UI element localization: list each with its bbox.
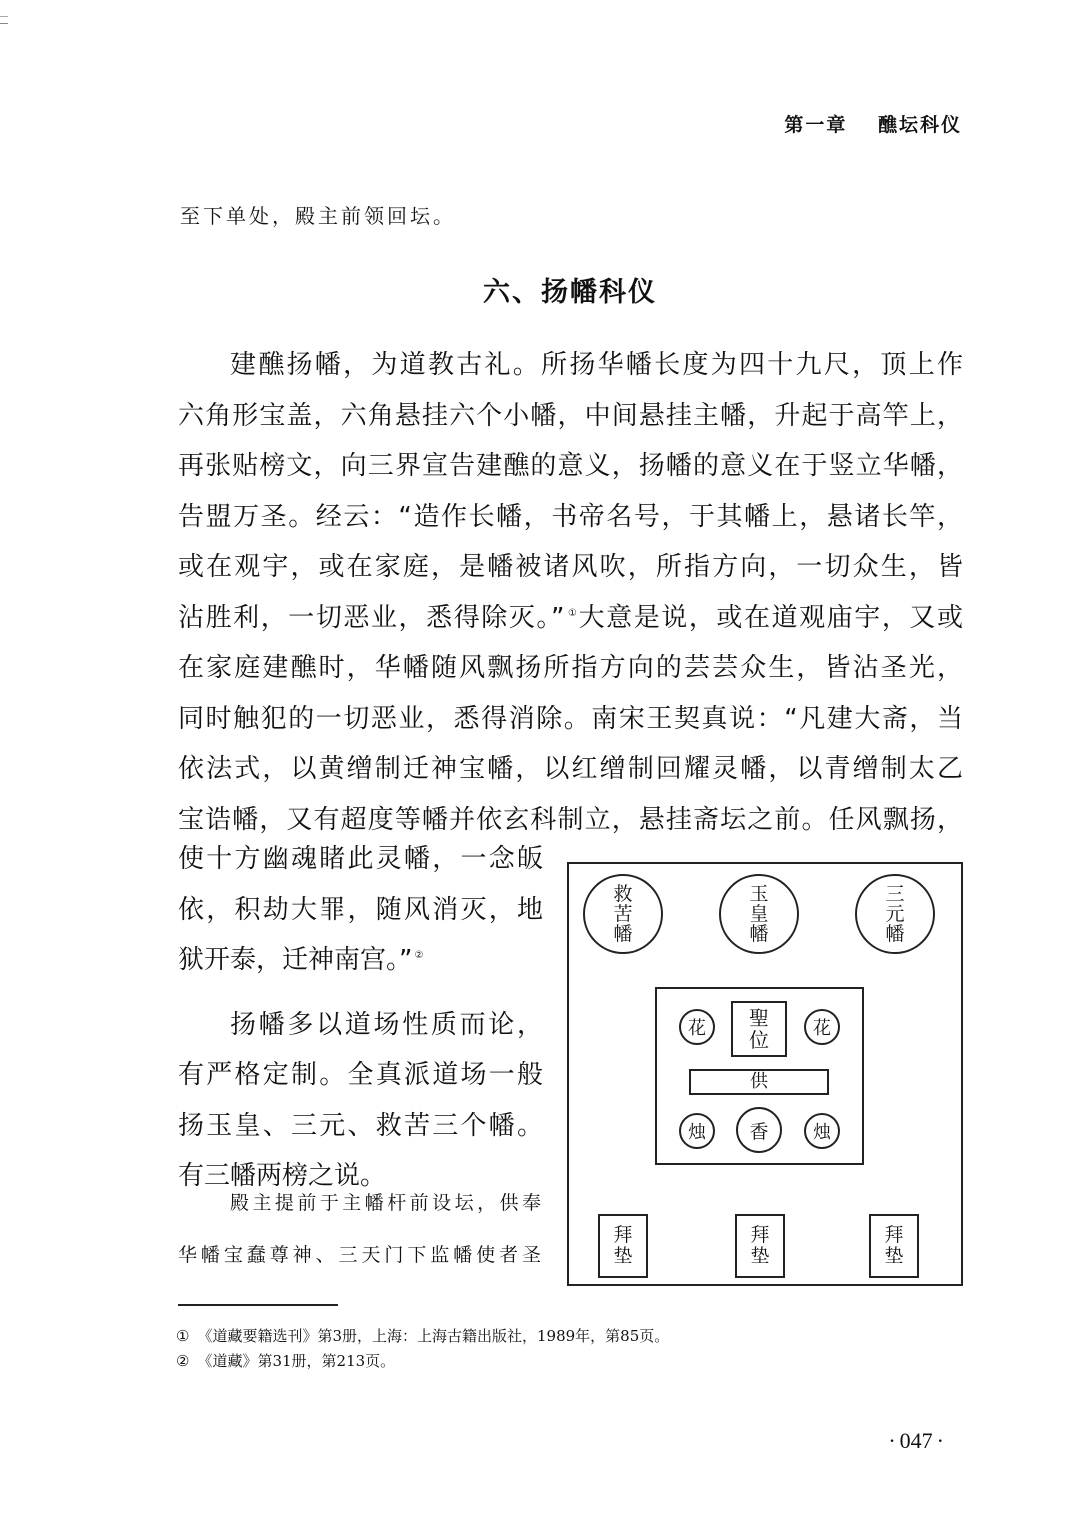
holy-seat-char: 聖 [749, 1006, 769, 1030]
section-title: 六、扬幡科仪 [483, 277, 657, 308]
body-line: 在家庭建醮时，华幡随风飘扬所指方向的芸芸众生，皆沾圣光， [178, 653, 963, 683]
altar-layout-diagram [567, 862, 963, 1286]
body-line: 再张贴榜文，向三界宣告建醮的意义，扬幡的意义在于竖立华幡， [178, 451, 963, 481]
footnote-ref: ① [566, 607, 579, 619]
footnote-ref: ② [414, 950, 424, 961]
footnote-mark: ① [176, 1327, 190, 1345]
body-line: 依，积劫大罪，随风消灭，地 [178, 894, 543, 925]
banner-char: 元 [885, 903, 905, 925]
body-line: 有严格定制。全真派道场一般 [178, 1060, 543, 1090]
small-line: 殿主提前于主幡杆前设坛，供奉 [230, 1192, 543, 1214]
footnote-1 [176, 1324, 669, 1349]
body-line-part: 沾胜利，一切恶业，悉得除灭。” [178, 602, 565, 633]
footnote-text: 《道藏》第31册，第213页。 [197, 1352, 396, 1370]
banner-char: 幡 [613, 923, 633, 945]
candle-left: 烛 [679, 1113, 715, 1149]
body-line: 同时触犯的一切恶业，悉得消除。南宋王契真说：“凡建大斋，当 [178, 703, 963, 734]
left-column-text [178, 834, 543, 1202]
banner-jiuku [583, 874, 663, 954]
body-line: 使十方幽魂睹此灵幡，一念皈 [178, 844, 543, 874]
banner-char: 皇 [749, 903, 769, 925]
banner-char: 幡 [749, 923, 769, 945]
chapter-label: 第一章 [784, 114, 848, 136]
flower-left: 花 [679, 1009, 715, 1045]
kneeling-cushion-left [598, 1214, 648, 1278]
banner-yuhuang [719, 874, 799, 954]
body-line: 告盟万圣。经云：“造作长幡，书帝名号，于其幡上，悬诸长竿， [178, 501, 963, 532]
chapter-title: 醮坛科仪 [877, 114, 962, 136]
body-line [178, 593, 963, 644]
cushion-char: 垫 [884, 1245, 904, 1267]
footnote-2 [176, 1349, 669, 1374]
flower-right: 花 [804, 1009, 840, 1045]
cushion-char: 拜 [884, 1224, 904, 1246]
banner-char: 幡 [885, 923, 905, 945]
footnotes [176, 1324, 669, 1374]
candle-right: 烛 [804, 1113, 840, 1149]
offering-table: 供 [689, 1069, 829, 1095]
scan-artifact [0, 16, 8, 24]
footnote-divider [178, 1304, 338, 1306]
banner-char: 三 [885, 883, 905, 905]
cushion-char: 垫 [613, 1245, 633, 1267]
banner-char: 玉 [749, 883, 769, 905]
body-line: 宝诰幡，又有超度等幡并依玄科制立，悬挂斋坛之前。任风飘扬， [178, 804, 963, 835]
kneeling-cushion-right [869, 1214, 919, 1278]
body-line: 扬幡多以道场性质而论， [230, 1009, 543, 1040]
body-line: 六角形宝盖，六角悬挂六个小幡，中间悬挂主幡，升起于高竿上， [178, 400, 963, 431]
cushion-char: 拜 [750, 1224, 770, 1246]
banner-char: 苦 [613, 903, 633, 925]
page-number-value: 047 [899, 1428, 933, 1453]
continuation-text: 至下单处，殿主前领回坛。 [180, 204, 456, 228]
body-line [178, 935, 543, 986]
incense-burner: 香 [736, 1107, 782, 1153]
small-print-text [178, 1188, 543, 1292]
holy-seat [731, 1001, 787, 1057]
body-line: 扬玉皇、三元、救苦三个幡。 [178, 1110, 543, 1141]
cushion-char: 垫 [750, 1245, 770, 1267]
body-line: 依法式，以黄缯制迁神宝幡，以红缯制回耀灵幡，以青缯制太乙 [178, 754, 963, 784]
body-line-part: 大意是说，或在道观庙宇，又或 [578, 602, 963, 633]
body-line: 有三幡两榜之说。 [178, 1161, 387, 1191]
body-line: 建醮扬幡，为道教古礼。所扬华幡长度为四十九尺，顶上作 [230, 350, 963, 380]
kneeling-cushion-center [735, 1214, 785, 1278]
body-paragraph [178, 340, 963, 845]
footnote-mark: ② [176, 1352, 190, 1370]
banner-char: 救 [613, 883, 633, 905]
cushion-char: 拜 [613, 1224, 633, 1246]
banner-sanyuan [855, 874, 935, 954]
altar-table [655, 987, 864, 1165]
page-number-dot: · [936, 1428, 944, 1453]
small-line: 华幡宝蠢尊神、三天门下监幡使者圣 [178, 1244, 543, 1266]
page-number-dot: · [888, 1428, 896, 1453]
running-header [784, 110, 962, 137]
body-line-part: 狱开泰，迁神南宫。” [178, 945, 413, 975]
page-number [884, 1428, 948, 1454]
body-line: 或在观宇，或在家庭，是幡被诸风吹，所指方向，一切众生，皆 [178, 552, 963, 582]
footnote-text: 《道藏要籍选刊》第3册，上海：上海古籍出版社，1989年，第85页。 [197, 1327, 670, 1345]
holy-seat-char: 位 [749, 1028, 769, 1052]
